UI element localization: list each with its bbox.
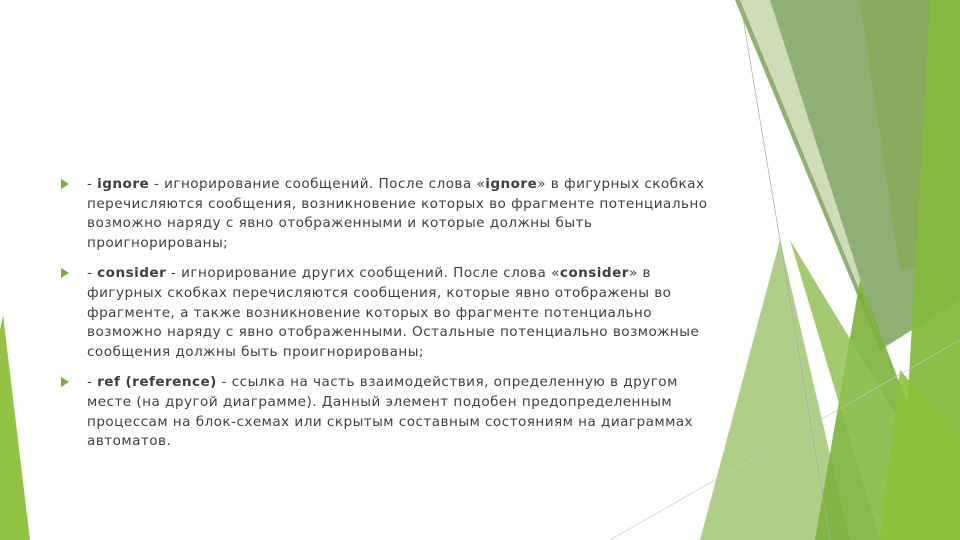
term-ignore: ignore — [97, 176, 150, 192]
bullet-arrow-icon — [61, 179, 69, 189]
term-ref: ref (reference) — [97, 374, 217, 391]
bullet-prefix: - — [87, 374, 98, 391]
bullet-text-mid: - игнорирование сообщений. После слова « — [149, 176, 486, 192]
bullet-prefix: - — [87, 265, 98, 282]
term-ignore-quoted: ignore — [485, 176, 538, 192]
bullet-text-rest: - ссылка на часть взаимодействия, определенную в другом месте (на другой диаграмме). Данный элемент подобен предопределенным процессам на блок-схемах или скрытым составным состояниям на диаграммах автоматов. — [87, 374, 694, 450]
bullet-arrow-icon — [61, 377, 69, 387]
bullet-prefix: - — [87, 176, 98, 192]
bullet-text-mid: - игнорирование других сообщений. После слова « — [166, 265, 560, 282]
bullet-item-ref — [60, 373, 720, 451]
term-consider-quoted: consider — [559, 265, 629, 282]
bullet-item-ignore — [60, 175, 720, 253]
deco-shape-left-sliver — [0, 315, 30, 540]
bullet-arrow-icon — [61, 268, 69, 278]
bullet-text-rest: » в фигурных скобках перечисляются сообщения, которые явно отображены во фрагменте, а также возникновение которых во фрагменте потенциально возможно наряду с явно отображенными. Остальные потенциально возможные сообщения должны быть проигнорированы; — [87, 265, 700, 360]
bullet-item-consider — [60, 264, 720, 362]
term-consider: consider — [97, 265, 167, 282]
bullet-list — [60, 175, 720, 463]
bullet-text-rest: » в фигурных скобках перечисляются сообщения, возникновение которых во фрагменте потенциально возможно наряду с явно отображенными и которые должны быть проигнорированы; — [87, 176, 708, 251]
